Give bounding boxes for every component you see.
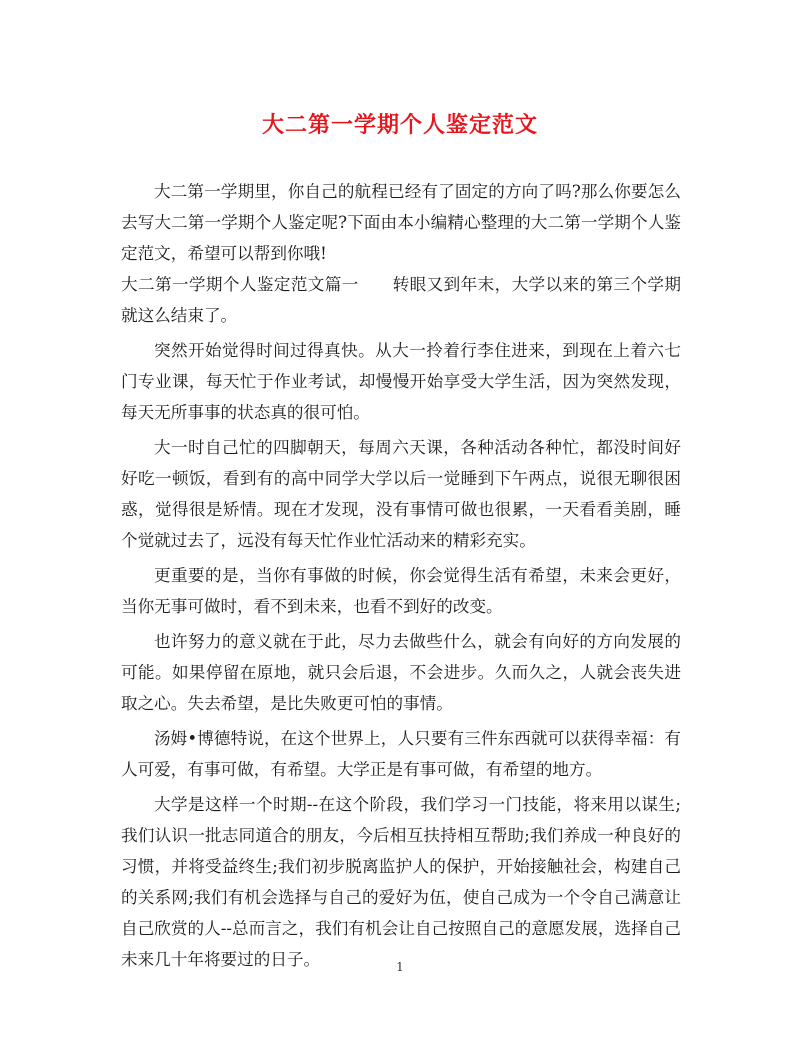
body-paragraph: 更重要的是，当你有事做的时候，你会觉得生活有希望，未来会更好，当你无事可做时，看不到未来，也看不到好的改变。 — [121, 566, 681, 616]
body-paragraph: 突然开始觉得时间过得真快。从大一拎着行李住进来，到现在上着六七门专业课，每天忙于作业考试，却慢慢开始享受大学生活，因为突然发现，每天无所事事的状态真的很可怕。 — [121, 341, 681, 422]
document-body — [121, 176, 681, 979]
chapter-heading-paragraph: 大二第一学期个人鉴定范文篇一 转眼又到年末，大学以来的第三个学期就这么结束了。 — [121, 275, 681, 325]
body-paragraph: 也许努力的意义就在于此，尽力去做些什么，就会有向好的方向发展的可能。如果停留在原地，就只会后退，不会进步。久而久之，人就会丧失进取之心。失去希望，是比失败更可怕的事情。 — [121, 632, 681, 713]
body-paragraph: 大学是这样一个时期--在这个阶段，我们学习一门技能，将来用以谋生;我们认识一批志同道合的朋友，今后相互扶持相互帮助;我们养成一种良好的习惯，并将受益终生;我们初步脱离监护人的保护，开始接触社会，构建自己的关系网;我们有机会选择与自己的爱好为伍，使自己成为一个令自己满意让自己欣赏的人--总而言之，我们有机会让自己按照自己的意愿发展，选择自己未来几十年将要过的日子。 — [121, 795, 681, 969]
intro-paragraph: 大二第一学期里，你自己的航程已经有了固定的方向了吗?那么你要怎么去写大二第一学期个人鉴定呢?下面由本小编精心整理的大二第一学期个人鉴定范文，希望可以帮到你哦! — [121, 182, 681, 263]
body-paragraph: 大一时自己忙的四脚朝天，每周六天课，各种活动各种忙，都没时间好好吃一顿饭，看到有的高中同学大学以后一觉睡到下午两点，说很无聊很困惑，觉得很是矫情。现在才发现，没有事情可做也很累，一天看看美剧，睡个觉就过去了，远没有每天忙作业忙活动来的精彩充实。 — [121, 438, 681, 550]
document-title: 大二第一学期个人鉴定范文 — [261, 112, 538, 138]
body-paragraph: 汤姆•博德特说，在这个世界上，人只要有三件东西就可以获得幸福：有人可爱，有事可做，有希望。大学正是有事可做，有希望的地方。 — [121, 729, 681, 779]
page-number: 1 — [396, 960, 404, 974]
